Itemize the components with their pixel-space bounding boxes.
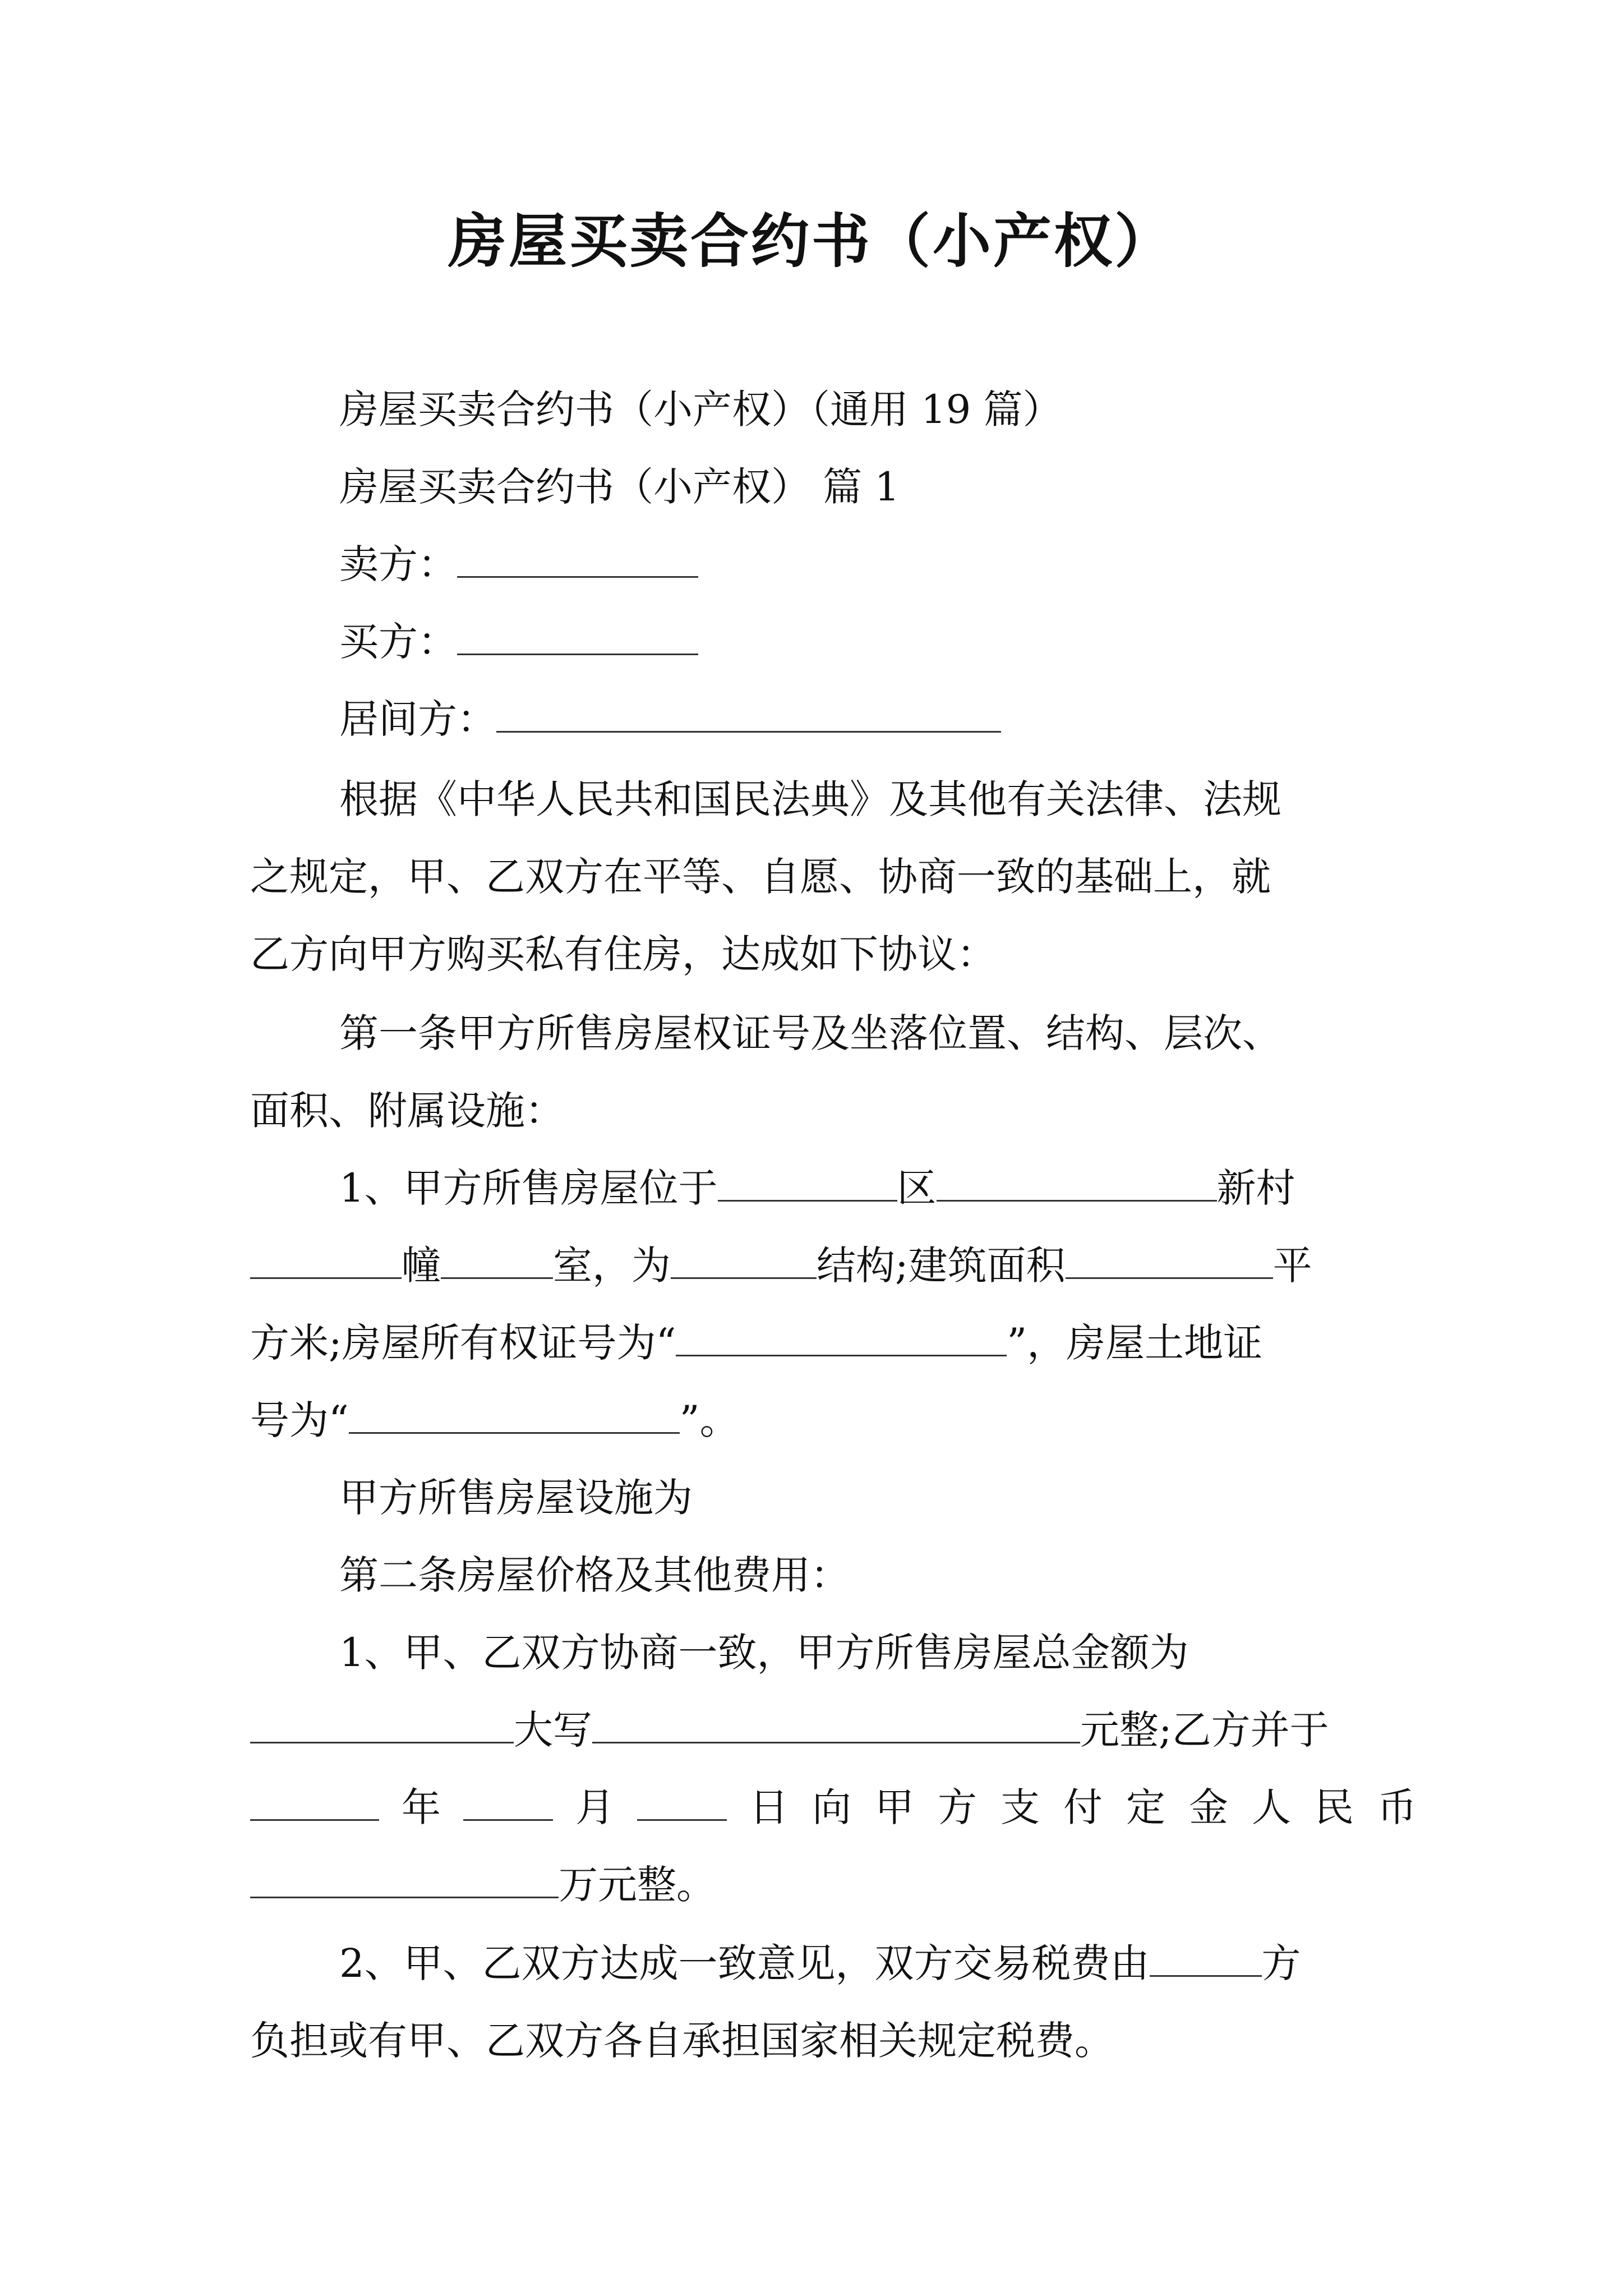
- document-title: 房屋买卖合约书（小产权）: [448, 206, 1175, 275]
- area-blank: [1066, 1241, 1273, 1279]
- amount-in-words-blank: [592, 1706, 1080, 1743]
- district-blank: [718, 1164, 897, 1202]
- article-2-item-1-line: 1、甲、乙双方协商一致，甲方所售房屋总金额为: [339, 1630, 1189, 1676]
- seller-blank: [457, 540, 698, 578]
- total-amount-blank: [250, 1706, 514, 1743]
- tax-party-blank: [1150, 1939, 1262, 1977]
- month-blank: [463, 1783, 553, 1821]
- article-1-item-1-line: 号为“ ”。: [250, 1397, 739, 1443]
- seller-line: [339, 536, 698, 592]
- buyer-blank: [457, 618, 698, 655]
- preamble-line: 根据《中华人民共和国民法典》及其他有关法律、法规: [339, 776, 1281, 822]
- land-certificate-blank: [349, 1396, 680, 1434]
- section-heading: 房屋买卖合约书（小产权） 篇 1: [339, 464, 900, 510]
- article-2-item-1-line: 大写 元整;乙方并于: [250, 1702, 1329, 1758]
- buyer-line: [339, 614, 698, 670]
- day-blank: [637, 1783, 727, 1821]
- buyer-label: 买方：: [339, 619, 457, 665]
- agent-blank: [496, 695, 1001, 733]
- article-1-item-1-line: 1、甲方所售房屋位于 区 新村: [339, 1165, 1295, 1211]
- article-2-heading: 第二条房屋价格及其他费用：: [339, 1552, 850, 1598]
- year-blank: [250, 1783, 379, 1821]
- facilities-line: 甲方所售房屋设施为: [339, 1475, 693, 1521]
- article-1-item-1-line: 方米;房屋所有权证号为“ ”，房屋土地证: [250, 1320, 1263, 1366]
- document-subtitle: 房屋买卖合约书（小产权）（通用 19 篇）: [339, 386, 1062, 432]
- ownership-certificate-blank: [676, 1319, 1007, 1356]
- article-2-item-1-line: 年 月 日向甲方支付定金人民币: [250, 1779, 1440, 1835]
- agent-label: 居间方：: [339, 696, 496, 742]
- structure-blank: [671, 1241, 817, 1279]
- article-2-item-1-line: 万元整。: [250, 1857, 716, 1913]
- article-1-item-1-line: 幢 室，为 结构;建筑面积 平: [250, 1237, 1312, 1294]
- room-blank: [441, 1241, 553, 1279]
- deposit-blank: [250, 1861, 559, 1898]
- article-1-heading: 第一条甲方所售房屋权证号及坐落位置、结构、层次、: [339, 1010, 1281, 1056]
- agent-line: [339, 691, 1001, 747]
- preamble-line: 乙方向甲方购买私有住房，达成如下协议：: [250, 931, 996, 977]
- article-2-item-2-line: 2、甲、乙双方达成一致意见，双方交易税费由 方: [339, 1940, 1301, 1986]
- preamble-line: 之规定，甲、乙双方在平等、自愿、协商一致的基础上，就: [250, 854, 1271, 900]
- building-blank: [250, 1241, 402, 1279]
- article-2-item-2-line: 负担或有甲、乙双方各自承担国家相关规定税费。: [250, 2018, 1114, 2064]
- seller-label: 卖方：: [339, 541, 457, 587]
- village-blank: [937, 1164, 1217, 1202]
- article-1-heading: 面积、附属设施：: [250, 1088, 564, 1134]
